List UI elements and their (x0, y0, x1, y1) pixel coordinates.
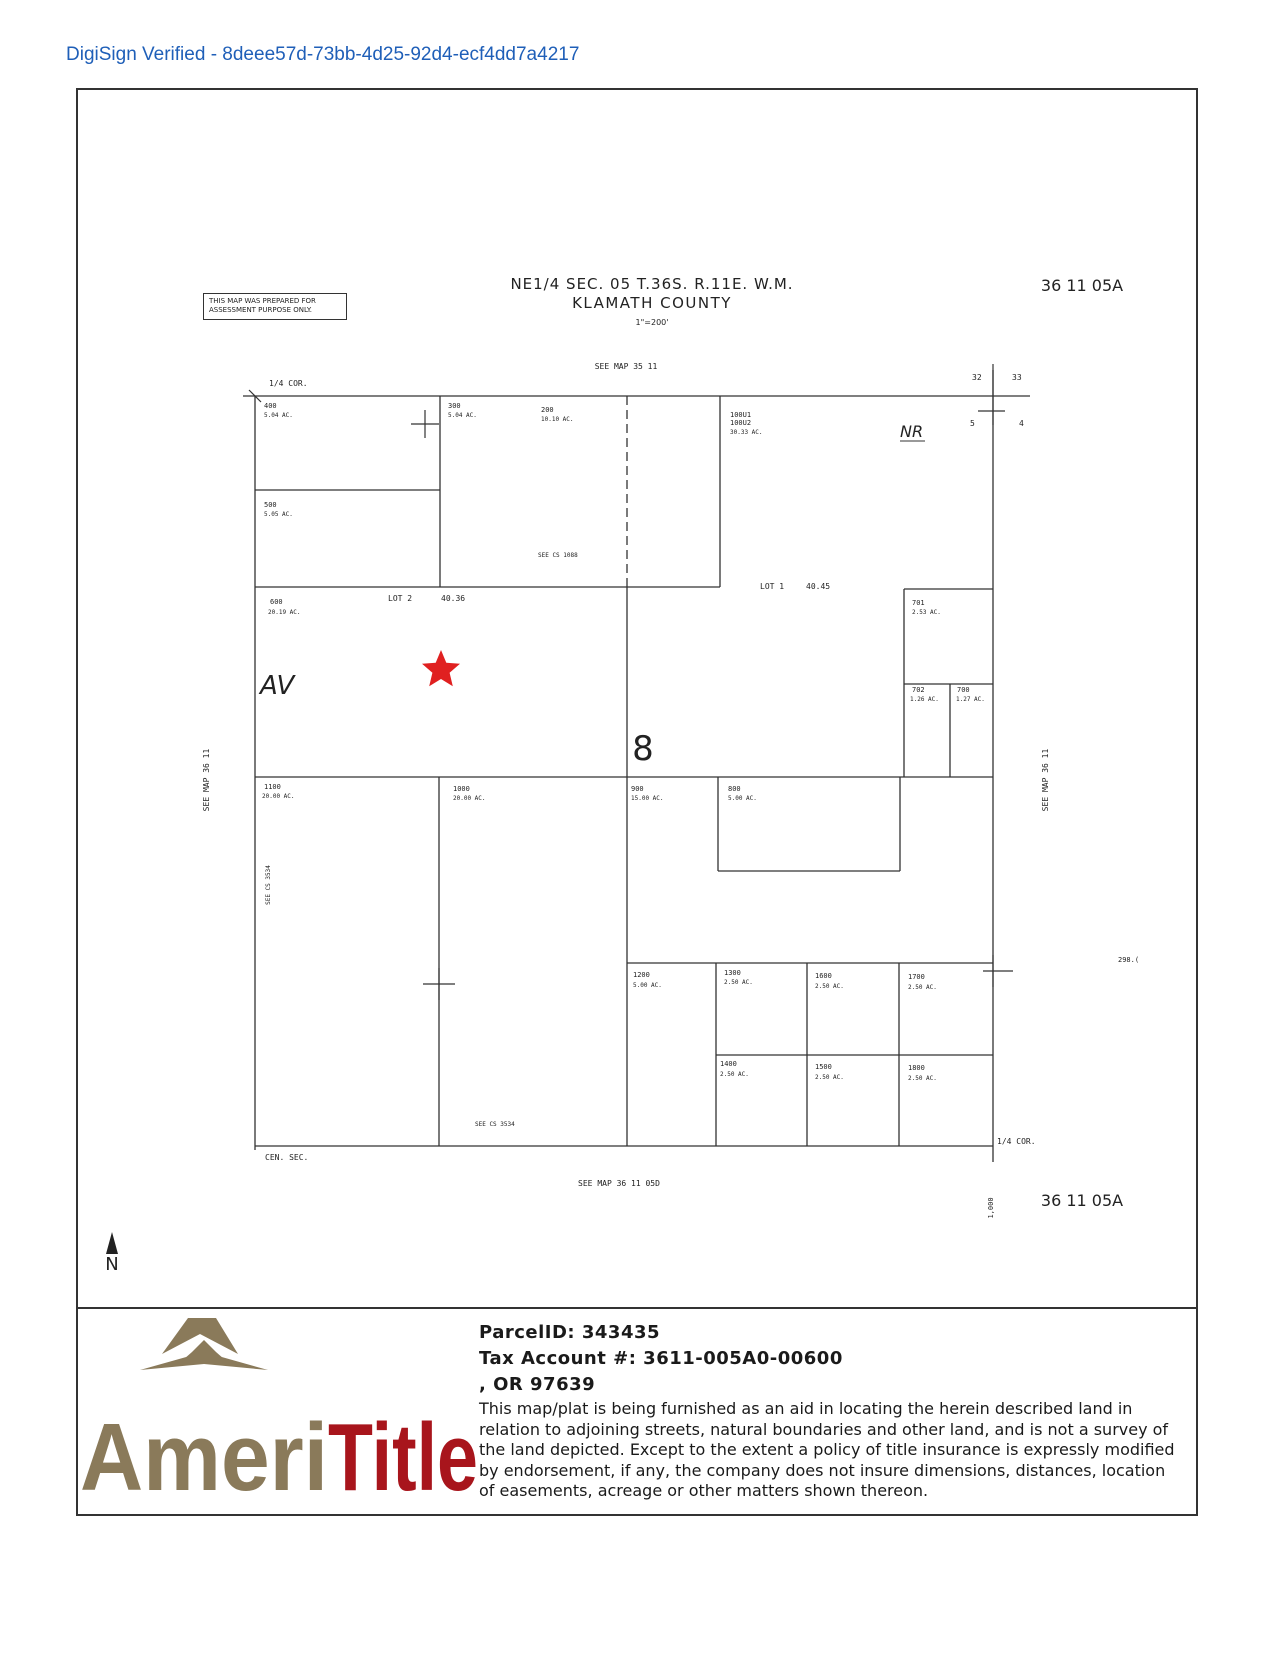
see-cs-3534-west: SEE CS 3534 (265, 865, 272, 905)
parcel-700-acres: 1.27 AC. (956, 696, 985, 703)
corner-nw-label: 1/4 COR. (269, 379, 308, 388)
parcel-200-acres: 10.10 AC. (541, 416, 574, 423)
parcel-100u2-acres: 30.33 AC. (730, 429, 763, 436)
see-map-south: SEE MAP 36 11 05D (578, 1179, 660, 1188)
lot-1-label: LOT 1 (760, 582, 785, 591)
see-map-west: SEE MAP 36 11 (202, 748, 211, 812)
section-4-label: 4 (1019, 419, 1024, 428)
parcel-1200-acres: 5.00 AC. (633, 982, 662, 989)
east-edge-value: 298.( (1118, 956, 1140, 964)
parcel-600-id: 600 (270, 598, 283, 606)
zone-av: AV (260, 671, 295, 701)
parcel-500-id: 500 (264, 501, 277, 509)
parcel-100u1-id: 100U1 (730, 411, 752, 419)
parcel-1500-id: 1500 (815, 1063, 832, 1071)
parcel-300-id: 300 (448, 402, 461, 410)
see-map-north: SEE MAP 35 11 (594, 362, 658, 371)
parcel-1000-acres: 20.00 AC. (453, 795, 486, 802)
map-scale: 1"=200' (635, 318, 669, 327)
corner-sw-label: CEN. SEC. (265, 1153, 309, 1162)
parcel-701-acres: 2.53 AC. (912, 609, 941, 616)
lot-1-acres: 40.45 (806, 582, 831, 591)
subject-parcel-star-icon (422, 650, 460, 686)
north-arrow (100, 1232, 124, 1275)
parcel-1200-id: 1200 (633, 971, 650, 979)
parcel-1400-acres: 2.50 AC. (720, 1071, 749, 1078)
parcel-400-id: 400 (264, 402, 277, 410)
parcel-1500-acres: 2.50 AC. (815, 1074, 844, 1081)
parcel-1800-id: 1800 (908, 1064, 925, 1072)
section-33-label: 33 (1012, 373, 1022, 382)
lot-2-acres: 40.36 (441, 594, 466, 603)
parcel-900-acres: 15.00 AC. (631, 795, 664, 802)
parcel-1400-id: 1400 (720, 1060, 737, 1068)
north-label: N (105, 1254, 119, 1275)
parcel-id: ParcelID: 343435 (479, 1322, 661, 1343)
parcel-1700-id: 1700 (908, 973, 925, 981)
parcel-100u2-id: 100U2 (730, 419, 752, 427)
section-number: 8 (632, 729, 654, 769)
parcel-700-id: 700 (957, 686, 970, 694)
see-cs-3534-south: SEE CS 3534 (475, 1121, 515, 1128)
map-number-bottom: 36 11 05A (1040, 1191, 1124, 1210)
parcel-1100-id: 1100 (264, 783, 281, 791)
parcel-400-acres: 5.04 AC. (264, 412, 293, 419)
ameritle-logo (80, 1318, 480, 1511)
section-5-label: 5 (970, 419, 975, 428)
map-number-top: 36 11 05A (1040, 276, 1124, 295)
parcel-1600-id: 1600 (815, 972, 832, 980)
lot-2-label: LOT 2 (388, 594, 413, 603)
parcel-800-acres: 5.00 AC. (728, 795, 757, 802)
digisign-verification: DigiSign Verified - 8deee57d-73bb-4d25-92d4-ecf4dd7a4217 (66, 44, 580, 65)
parcel-800-id: 800 (728, 785, 741, 793)
parcel-702-id: 702 (912, 686, 925, 694)
parcel-info (479, 1320, 1179, 1502)
map-county: KLAMATH COUNTY (572, 294, 732, 312)
logo-text-ameri: Ameri (80, 1404, 328, 1511)
parcel-701-id: 701 (912, 599, 925, 607)
parcel-1600-acres: 2.50 AC. (815, 983, 844, 990)
zone-nr: NR (900, 422, 924, 441)
parcel-1700-acres: 2.50 AC. (908, 984, 937, 991)
parcel-1300-acres: 2.50 AC. (724, 979, 753, 986)
disclaimer: This map/plat is being furnished as an aid in locating the herein described land in relation to adjoining streets, natural boundaries and other land, and is not a survey of the land depicted. Except to the extent a policy of title insurance is expressly modified by endorsement, if any, the company does not insure dimensions, distances, location of easements, acreage or other matters shown thereon. (479, 1399, 1175, 1500)
parcel-address: , OR 97639 (479, 1374, 596, 1395)
parcel-200-id: 200 (541, 406, 554, 414)
parcel-1100-acres: 20.00 AC. (262, 793, 295, 800)
logo-text-title: Title (328, 1404, 478, 1511)
section-32-label: 32 (972, 373, 982, 382)
tax-account: Tax Account #: 3611-005A0-00600 (479, 1348, 843, 1369)
parcel-1000-id: 1000 (453, 785, 470, 793)
parcel-900-id: 900 (631, 785, 644, 793)
parcel-300-acres: 5.04 AC. (448, 412, 477, 419)
see-cs-1088: SEE CS 1088 (538, 552, 578, 559)
parcel-702-acres: 1.26 AC. (910, 696, 939, 703)
corner-ticks (249, 364, 1013, 1000)
parcel-labels (262, 402, 985, 1082)
parcel-1800-acres: 2.50 AC. (908, 1075, 937, 1082)
north-arrow-icon (106, 1232, 118, 1254)
assessment-notice: THIS MAP WAS PREPARED FOR ASSESSMENT PURPOSE ONLY. (203, 293, 347, 320)
map-title: NE1/4 SEC. 05 T.36S. R.11E. W.M. (510, 275, 794, 293)
see-map-east: SEE MAP 36 11 (1041, 748, 1050, 812)
parcel-500-acres: 5.05 AC. (264, 511, 293, 518)
parcel-600-acres: 20.19 AC. (268, 609, 301, 616)
bottom-edge-value: 1,000 (987, 1197, 995, 1219)
corner-se-label: 1/4 COR. (997, 1137, 1036, 1146)
parcel-1300-id: 1300 (724, 969, 741, 977)
